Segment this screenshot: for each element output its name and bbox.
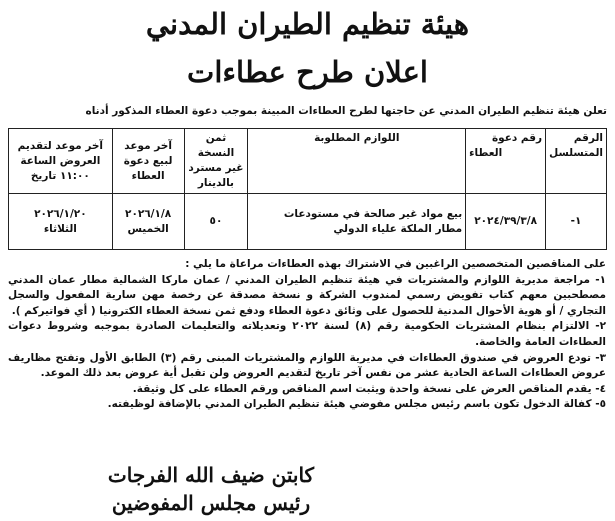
header-items (248, 129, 466, 194)
condition-item-2: ٢- الالتزام بنظام المشتريات الحكومية رقم (٨) لسنة ٢٠٢٢ وتعديلاته والتعليمات الصادرة بموجبه وشروط دعوات العطاءات العامة والخاصة. (8, 320, 606, 348)
header-copy-price-line3: بالدينار (197, 177, 234, 189)
header-submission-deadline-line1: آخر موعد لتقديم (17, 139, 104, 152)
cell-copy-price: ٥٠ (184, 194, 248, 250)
cell-sale-deadline-date: ٢٠٢٦/١/٨ (125, 207, 172, 220)
condition-item-3: ٣- تودع العروض في صندوق العطاءات في مديرية اللوازم والمشتريات المبنى رقم (٣) الطابق الأول وتفتح مظاريف عروض العطاءات الساعة الحادية عشر من نفس آخر تاريخ لتقديم العروض ولن تقبل أية عروض بعد ذلك الموعد. (8, 351, 607, 380)
header-sale-deadline (112, 129, 184, 194)
condition-item-4: ٤- يقدم المناقص العرض على نسخة واحدة ويثبت اسم المناقص ورقم العطاء على كل وثيقة. (132, 382, 606, 395)
header-sale-deadline-line1: آخر موعد (124, 139, 172, 152)
header-serial (546, 129, 607, 194)
header-submission-deadline-line3: ١١:٠٠ تاريخ (30, 169, 90, 182)
header-copy-price-line2: غير مسترد (188, 162, 244, 174)
cell-items (248, 194, 466, 250)
cell-submission-deadline-date: ٢٠٢٦/١/٢٠ (34, 207, 87, 220)
tenders-table (8, 128, 607, 250)
signatory-name: كابتن ضيف الله الفرجات (107, 463, 315, 487)
header-submission-deadline (9, 129, 113, 194)
cell-serial: ١- (546, 194, 607, 250)
header-copy-price (184, 129, 248, 194)
cell-submission-deadline-day: الثلاثاء (43, 222, 77, 235)
authority-title: هيئة تنظيم الطيران المدني (145, 7, 470, 41)
condition-item-5: ٥- كفالة الدخول تكون باسم رئيس مجلس مفوضي هيئة تنظيم الطيران المدني بالإضافة لوظيفته. (107, 398, 606, 411)
header-tender-no-line2: العطاء (469, 147, 503, 159)
header-sale-deadline-line3: العطاء (131, 169, 165, 182)
header-submission-deadline-line2: العروض الساعة (20, 154, 101, 167)
cell-items-line2: مطار الملكة علياء الدولي (333, 222, 463, 235)
header-copy-price-line1: ثمن النسخة (197, 132, 235, 159)
cell-sale-deadline-day: الخميس (127, 222, 169, 235)
header-tender-no-line1: رقم دعوة (491, 132, 543, 144)
header-tender-no (466, 129, 546, 194)
header-serial-line2: المتسلسل (549, 147, 603, 159)
header-items-label: اللوازم المطلوبة (314, 132, 400, 144)
announcement-title: اعلان طرح عطاءات (187, 55, 428, 89)
table-header-row (9, 129, 607, 194)
header-sale-deadline-line2: لبيع دعوة (123, 154, 173, 167)
cell-tender-no: ٢٠٢٤/٣٩/٣/٨ (466, 194, 546, 250)
conditions (8, 257, 606, 413)
cell-items-line1: بيع مواد غير صالحة في مستودعات (283, 207, 463, 220)
cell-submission-deadline (9, 194, 113, 250)
cell-sale-deadline (112, 194, 184, 250)
header-serial-line1: الرقم (573, 132, 603, 144)
intro-text: تعلن هيئة تنظيم الطيران المدني عن حاجتها لطرح العطاءات المبينة بموجب دعوة العطاء المذكور أدناه (85, 105, 607, 117)
condition-item-1: ١- مراجعة مديرية اللوازم والمشتريات في هيئة تنظيم الطيران المدني / عمان ماركا الشمالية مطار عمان المدني مصطحبين معهم كتاب تفويض رسمي لمندوب الشركة و نسخة مصدقة عن رخصة مهن سارية المفعول والسجل التجاري / أو هوية الأحوال المدنية للحصول على وثائق دعوة العطاء ودفع ثمن نسخة العطاء الكترونيا ( أي فواتيركم ). (8, 273, 606, 317)
conditions-lead: على المناقصين المتخصصين الراغبين في الاشتراك بهذه العطاءات مراعاة ما يلي : (185, 258, 606, 270)
table-row (9, 194, 607, 250)
signatory-title: رئيس مجلس المفوضين (111, 491, 311, 515)
